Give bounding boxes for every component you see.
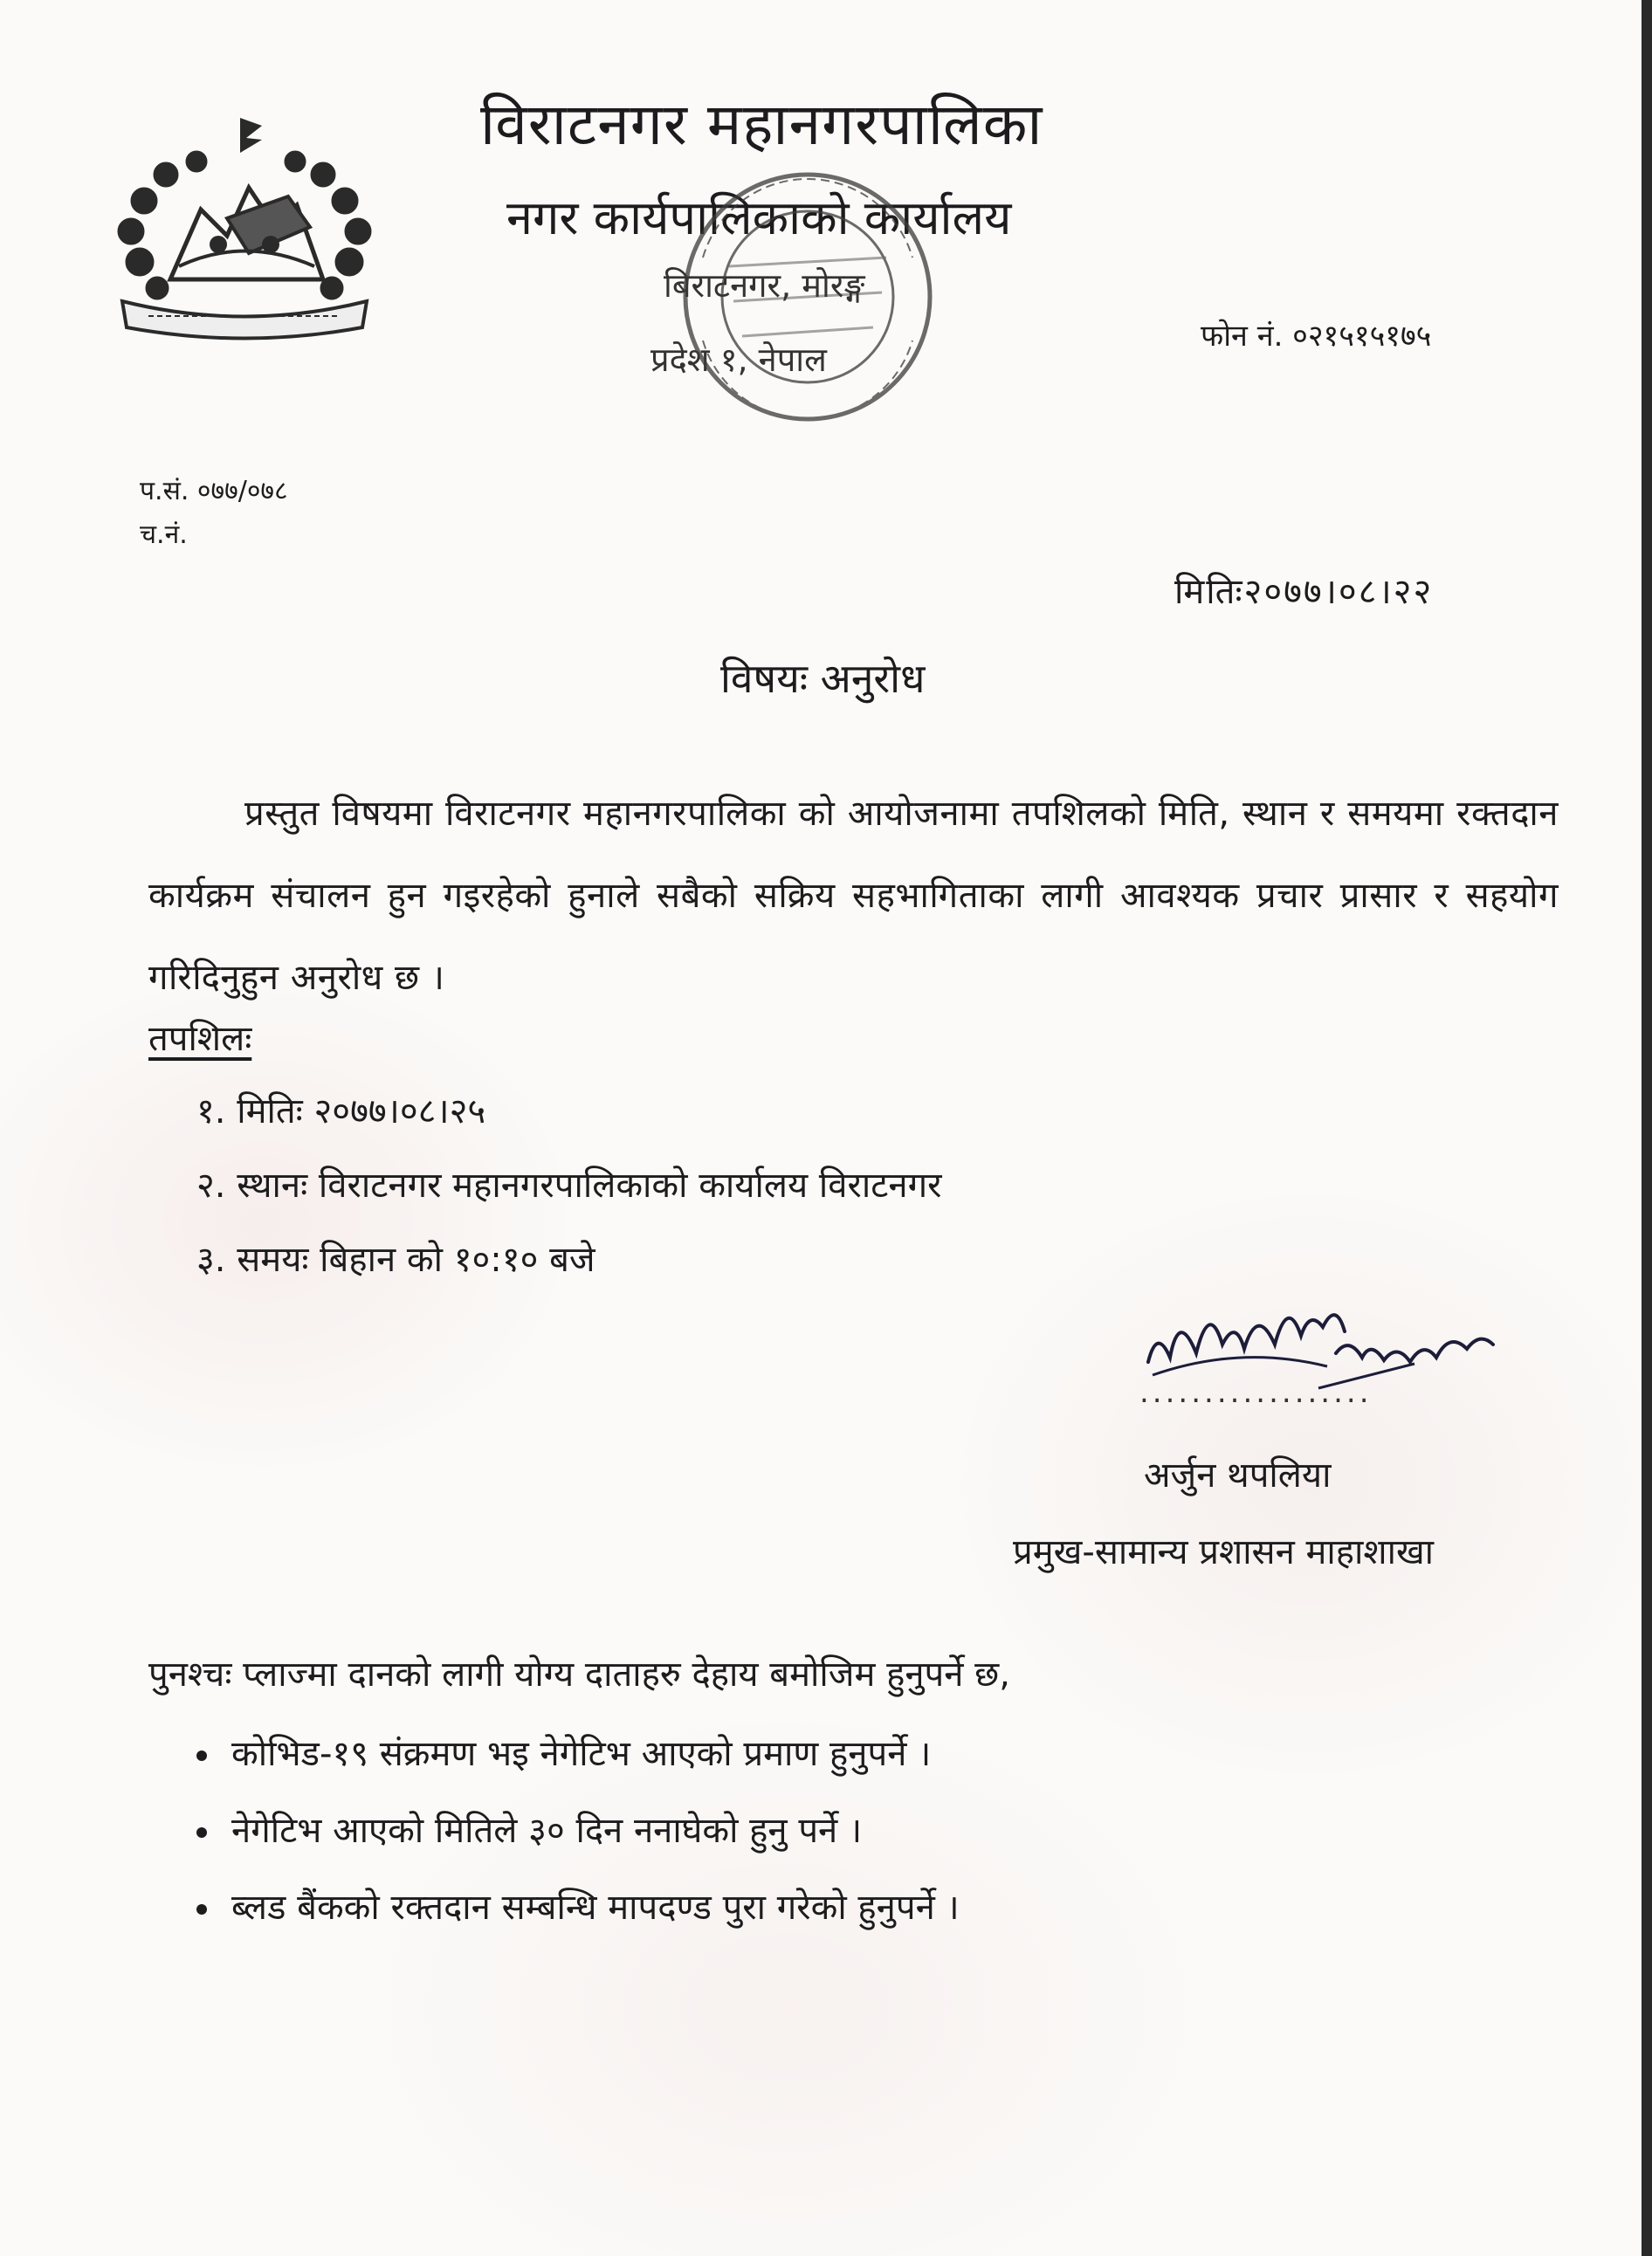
list-item xyxy=(196,1716,960,1792)
phone-number: फोन नं. ०२१५१५१७५ xyxy=(1201,319,1432,354)
list-item xyxy=(196,1869,960,1946)
subject-line: विषयः अनुरोध xyxy=(720,655,926,702)
scan-edge xyxy=(1642,0,1652,2256)
dispatch-number: च.नं. xyxy=(140,519,188,550)
detail-item-venue: २. स्थानः विराटनगर महानगरपालिकाको कार्यालय विराटनगर xyxy=(196,1166,942,1206)
postscript-item-1: कोभिड-१९ संक्रमण भइ नेगेटिभ आएको प्रमाण हुनुपर्ने । xyxy=(231,1734,932,1774)
body-paragraph: प्रस्तुत विषयमा विराटनगर महानगरपालिका को आयोजनामा तपशिलको मिति, स्थान र समयमा रक्तदान कार्यक्रम संचालन हुन गइरहेको हुनाले सबैको सक्रिय सहभागिताका लागी आवश्यक प्रचार प्रासार र सहयोग गरिदिनुहुन अनुरोध छ । xyxy=(148,794,1559,998)
office-name: नगर कार्यपालिकाको कार्यालय xyxy=(506,190,1012,245)
nepal-emblem-icon xyxy=(96,113,393,349)
bullet-icon xyxy=(196,1750,207,1761)
municipality-name: विराटनगर महानगरपालिका xyxy=(480,91,1043,158)
signatory-title: प्रमुख-सामान्य प्रशासन माहाशाखा xyxy=(1013,1532,1435,1572)
detail-item-date: १. मितिः २०७७।०८।२५ xyxy=(196,1091,486,1131)
reference-number: प.सं. ०७७/०७८ xyxy=(140,476,288,506)
bullet-icon xyxy=(196,1827,207,1838)
postscript-item-3: ब्लड बैंकको रक्तदान सम्बन्धि मापदण्ड पुरा गरेको हुनुपर्ने । xyxy=(231,1888,960,1928)
letter-date: मितिः२०७७।०८।२२ xyxy=(1174,572,1434,612)
address-line-2: प्रदेश १, नेपाल xyxy=(650,340,827,379)
postscript-item-2: नेगेटिभ आएको मितिले ३० दिन ननाघेको हुनु पर्ने । xyxy=(231,1811,863,1851)
postscript-intro: पुनश्चः प्लाज्मा दानको लागी योग्य दाताहरु देहाय बमोजिम हुनुपर्ने छ, xyxy=(148,1654,1010,1695)
address-line-1: बिराटनगर, मोरङ्ग xyxy=(664,266,865,305)
postscript-list xyxy=(196,1716,960,1946)
signature-line: .................. xyxy=(1139,1375,1373,1410)
bullet-icon xyxy=(196,1904,207,1915)
signatory-name: अर्जुन थपलिया xyxy=(1144,1455,1332,1496)
detail-item-time: ३. समयः बिहान को १०:१० बजे xyxy=(196,1240,595,1280)
office-stamp-icon xyxy=(650,162,965,432)
details-heading: तपशिलः xyxy=(148,1019,252,1059)
list-item xyxy=(196,1792,960,1869)
